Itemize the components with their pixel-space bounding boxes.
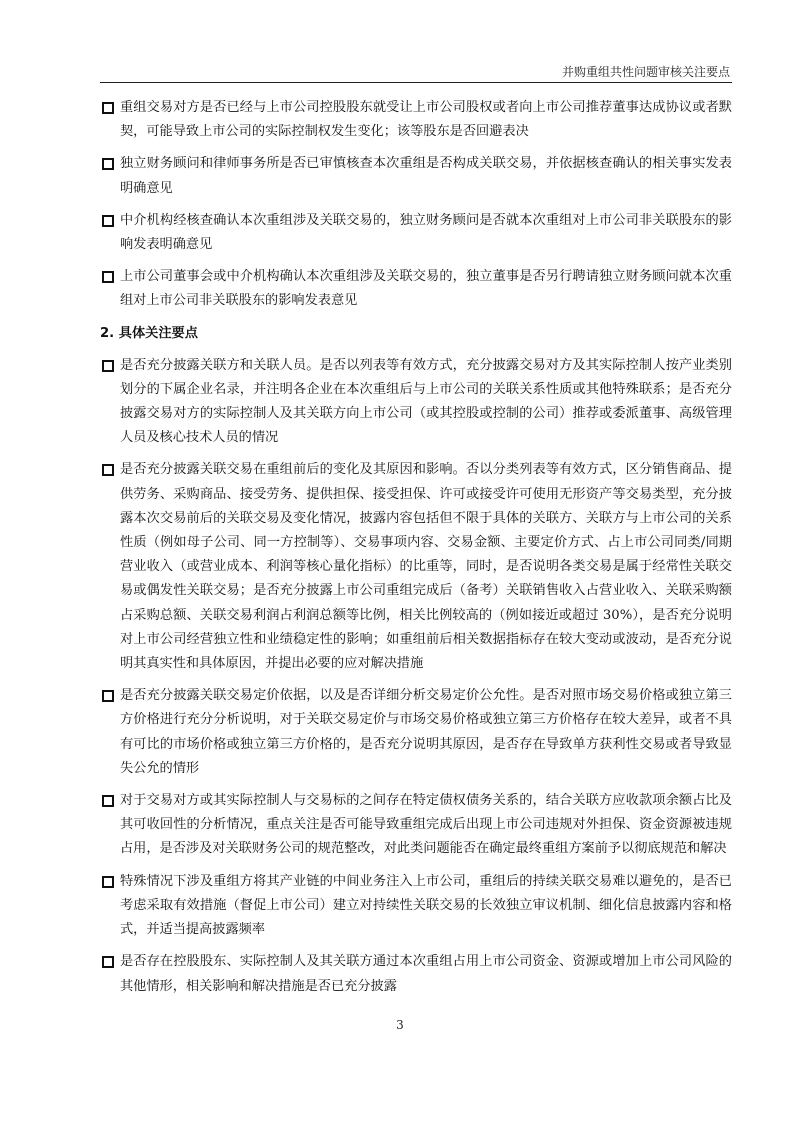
square-bullet-icon (102, 876, 114, 888)
list-item-text: 对于交易对方或其实际控制人与交易标的之间存在特定债权债务关系的，结合关联方应收款项余额占比及其可收回性的分析情况，重点关注是否可能导致重组完成后出现上市公司违规对外担保、资金资源被违规占用，是否涉及对关联财务公司的规范整改，对此类问题能否在确定最终重组方案前予以彻底规范和解决 (120, 793, 732, 857)
list-item (100, 789, 732, 862)
page-number: 3 (396, 1018, 404, 1032)
square-bullet-icon (102, 956, 114, 968)
square-bullet-icon (102, 271, 114, 283)
list-item (100, 870, 732, 943)
list-item-text: 上市公司董事会或中介机构确认本次重组涉及关联交易的，独立董事是否另行聘请独立财务顾问就本次重组对上市公司非关联股东的影响发表意见 (120, 269, 732, 309)
document-body (100, 96, 732, 1007)
page-header (100, 58, 732, 83)
list-item (100, 209, 732, 257)
square-bullet-icon (102, 102, 114, 114)
list-item-text: 特殊情况下涉及重组方将其产业链的中间业务注入上市公司，重组后的持续关联交易难以避免的，是否已考虑采取有效措施（督促上市公司）建立对持续性关联交易的长效独立审议机制、细化信息披露内容和格式，并适当提高披露频率 (120, 873, 732, 938)
section-heading: 2. 具体关注要点 (100, 325, 198, 341)
list-item (100, 354, 732, 451)
square-bullet-icon (102, 690, 114, 702)
list-item (100, 265, 732, 313)
list-item-text: 重组交易对方是否已经与上市公司控股股东就受让上市公司股权或者向上市公司推荐董事达成协议或者默契，可能导致上市公司的实际控制权发生变化；该等股东是否回避表决 (120, 100, 732, 140)
square-bullet-icon (102, 158, 114, 170)
header-title: 并购重组共性问题审核关注要点 (561, 65, 730, 79)
square-bullet-icon (102, 795, 114, 807)
list-item (100, 684, 732, 781)
square-bullet-icon (102, 464, 114, 476)
list-item-text: 中介机构经核查确认本次重组涉及关联交易的，独立财务顾问是否就本次重组对上市公司非关联股东的影响发表明确意见 (120, 212, 732, 253)
list-item (100, 96, 732, 144)
list-item (100, 458, 732, 676)
list-item-text: 是否充分披露关联交易定价依据，以及是否详细分析交易定价公允性。是否对照市场交易价格或独立第三方价格进行充分分析说明，对于关联交易定价与市场交易价格或独立第三方价格存在较大差异，或者不具有可比的市场价格或独立第三方价格的，是否充分说明其原因，是否存在导致单方获利性交易或者导致显失公允的情形 (120, 688, 732, 776)
list-item-text: 是否充分披露关联方和关联人员。是否以列表等有效方式，充分披露交易对方及其实际控制人按产业类别划分的下属企业名录，并注明各企业在本次重组后与上市公司的关联关系性质或其他特殊联系；是否充分披露交易对方的实际控制人及其关联方向上市公司（或其控股或控制的公司）推荐或委派董事、高级管理人员及核心技术人员的情况 (120, 357, 732, 446)
list-item-text: 是否充分披露关联交易在重组前后的变化及其原因和影响。否以分类列表等有效方式，区分销售商品、提供劳务、采购商品、接受劳务、提供担保、接受担保、许可或接受许可使用无形资产等交易类型，充分披露本次交易前后的关联交易及变化情况，披露内容包括但不限于具体的关联方、关联方与上市公司的关系性质（例如母子公司、同一方控制等）、交易事项内容、交易金额、主要定价方式、占上市公司同类/同期营业收入（或营业成本、利润等核心量化指标）的比重等，同时，是否说明各类交易是属于经常性关联交易或偶发性关联交易；是否充分披露上市公司重组完成后（备考）关联销售收入占营业收入、关联采购额占采购总额、关联交易利润占利润总额等比例，相关比例较高的（例如接近或超过 30%），是否充分说明对上市公司经营独立性和业绩稳定性的影响；如重组前后相关数据指标存在较大变动或波动，是否充分说明其真实性和具体原因，并提出必要的应对解决措施 (120, 462, 732, 672)
list-item (100, 152, 732, 200)
list-item-text: 是否存在控股股东、实际控制人及其关联方通过本次重组占用上市公司资金、资源或增加上市公司风险的其他情形，相关影响和解决措施是否已充分披露 (120, 954, 732, 994)
square-bullet-icon (102, 215, 114, 227)
list-item-text: 独立财务顾问和律师事务所是否已审慎核查本次重组是否构成关联交易，并依据核查确认的相关事实发表明确意见 (120, 156, 732, 196)
list-item (100, 950, 732, 998)
square-bullet-icon (102, 360, 114, 372)
